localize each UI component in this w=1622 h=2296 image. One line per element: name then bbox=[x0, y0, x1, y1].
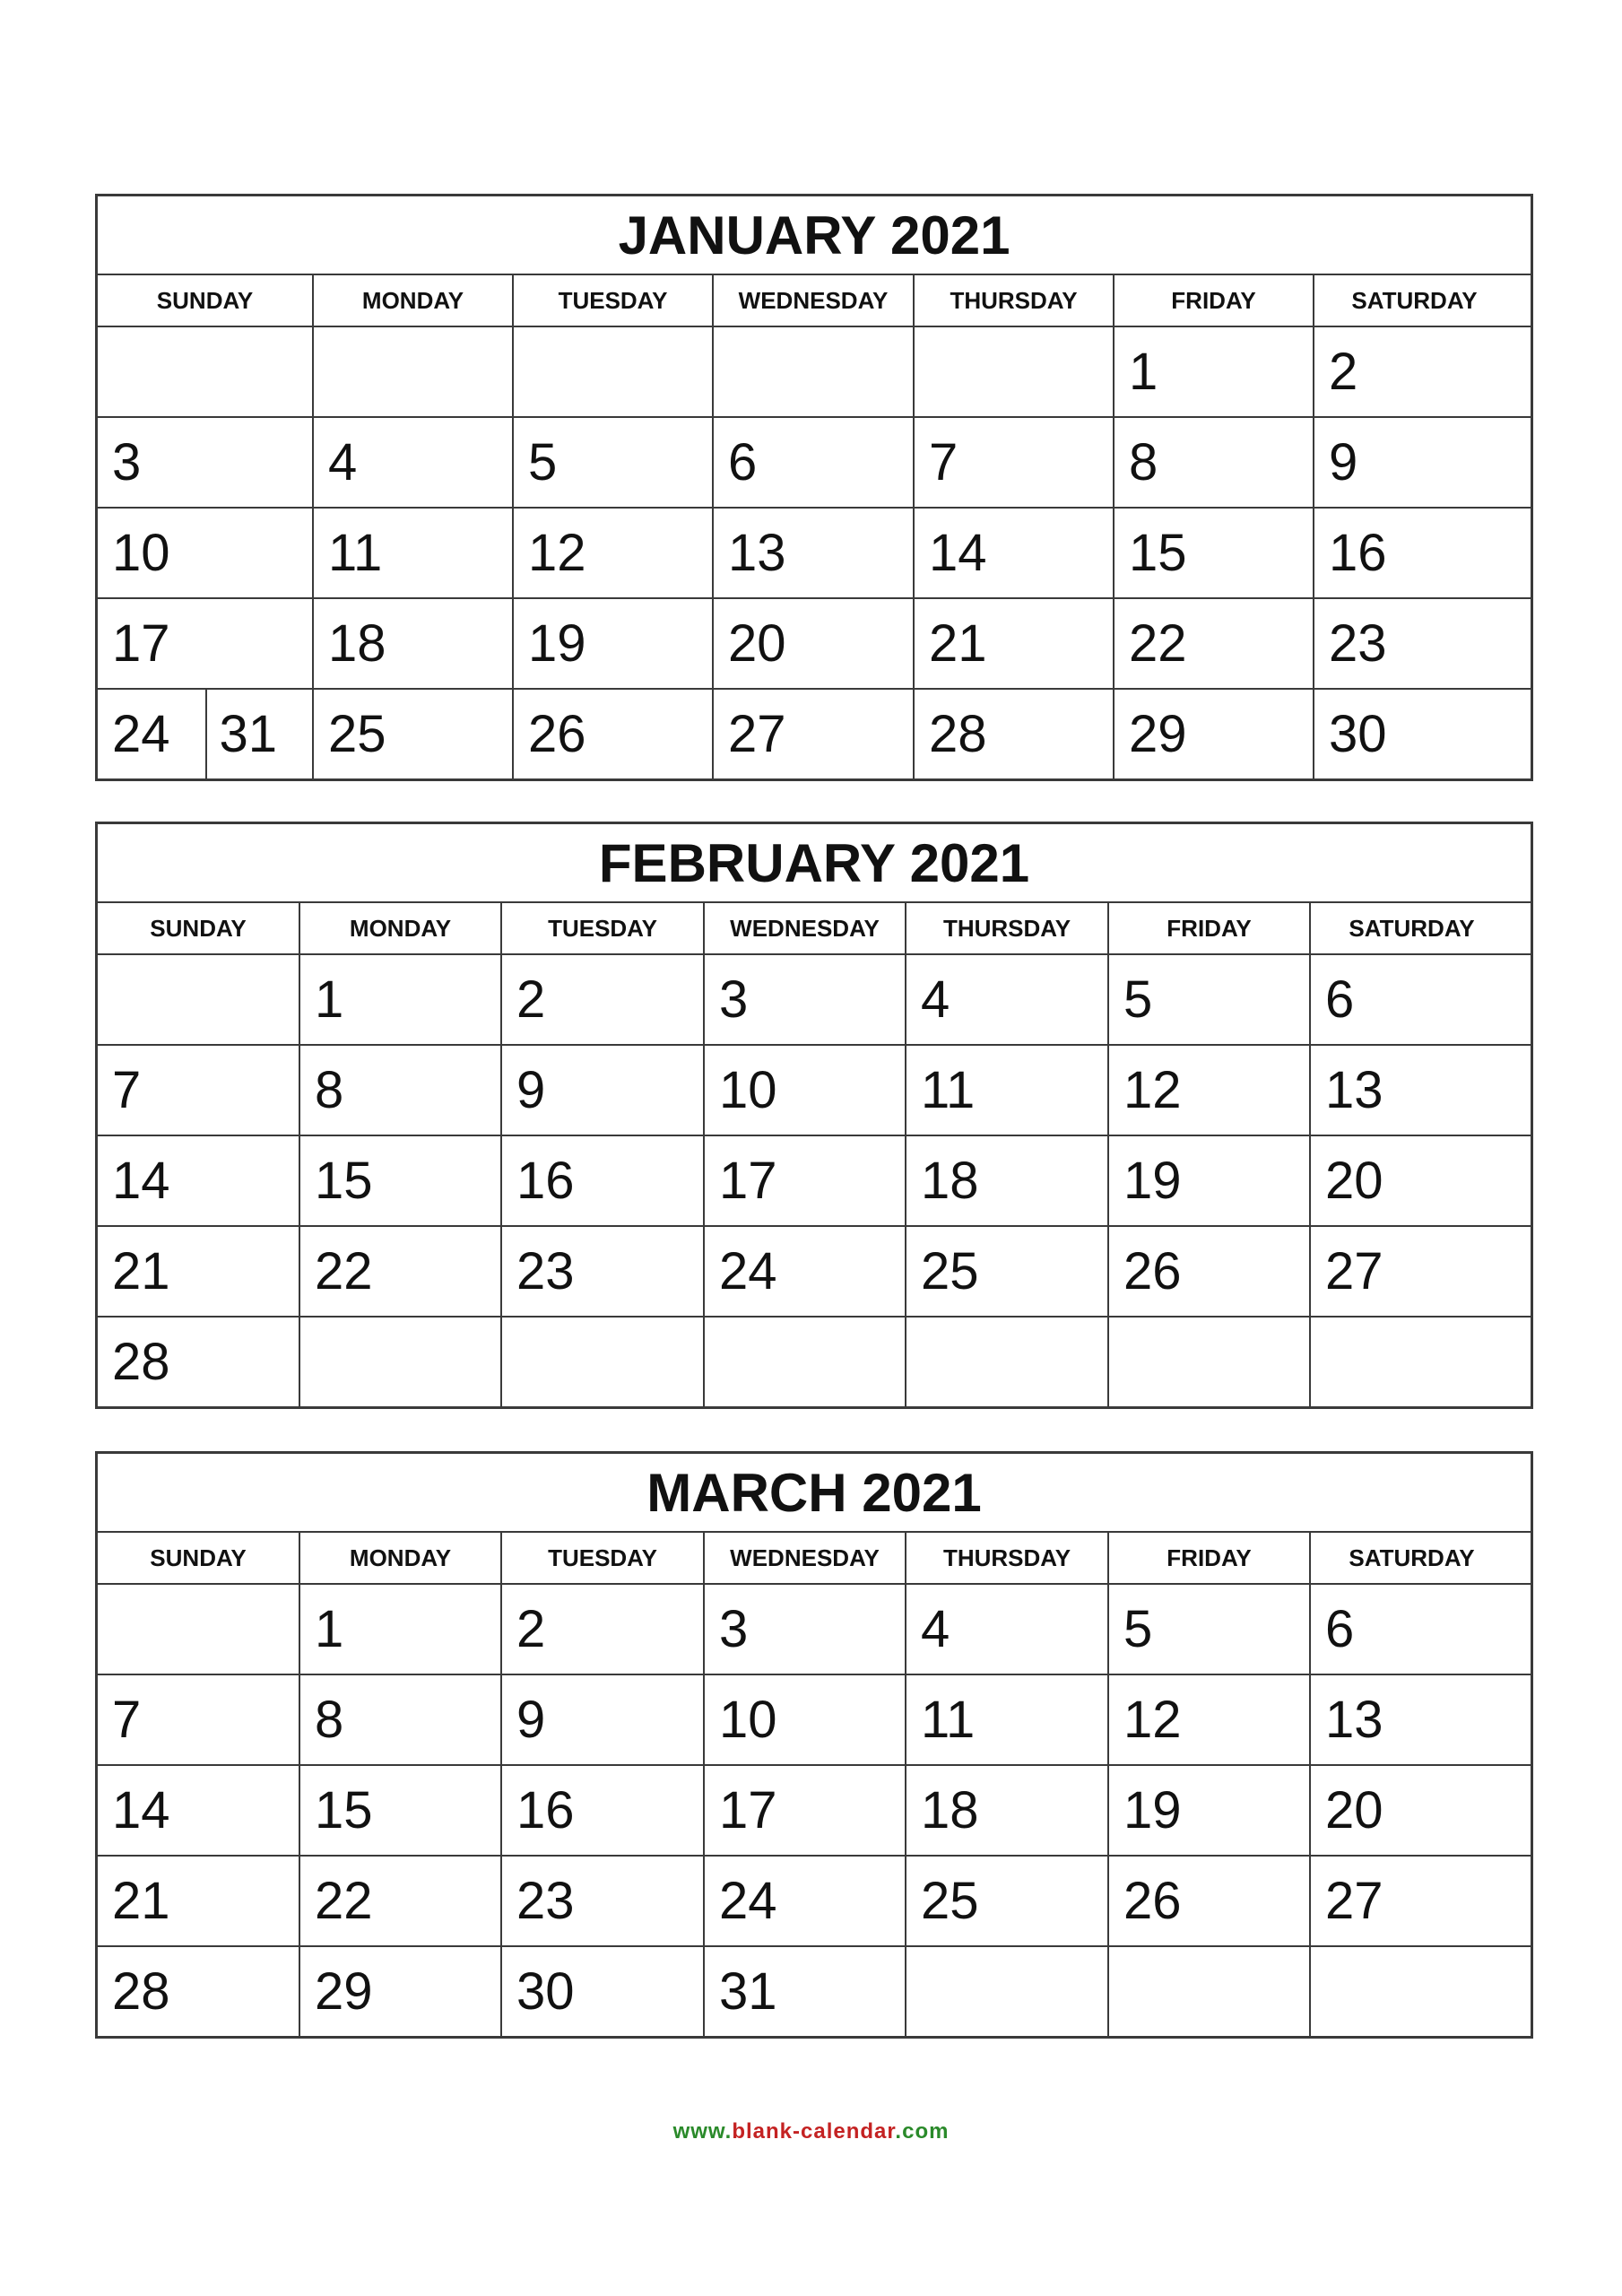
weekday-header-row bbox=[98, 275, 1531, 327]
week-row bbox=[98, 1675, 1531, 1766]
day-cell: 17 bbox=[705, 1766, 906, 1855]
day-cell: 9 bbox=[1329, 433, 1358, 491]
day-cell bbox=[1311, 1318, 1513, 1406]
day-cell: 30 bbox=[1329, 705, 1387, 763]
weekday-saturday: SATURDAY bbox=[1349, 914, 1475, 942]
day-cell: 25 bbox=[906, 1857, 1109, 1945]
day-cell bbox=[1311, 1947, 1513, 2036]
day-cell: 24 bbox=[705, 1857, 906, 1945]
day-cell: 14 bbox=[98, 1136, 300, 1225]
week-row bbox=[98, 418, 1531, 509]
day-cell: 20 bbox=[1325, 1152, 1383, 1210]
month-title-march: MARCH 2021 bbox=[98, 1454, 1531, 1533]
week-row bbox=[98, 1046, 1531, 1136]
weekday-wednesday: WEDNESDAY bbox=[705, 903, 906, 953]
month-title-february: FEBRUARY 2021 bbox=[98, 824, 1531, 903]
day-cell: 20 bbox=[714, 599, 915, 688]
footer-prefix: www. bbox=[672, 2119, 733, 2144]
weekday-friday: FRIDAY bbox=[1109, 903, 1311, 953]
weekday-sunday: SUNDAY bbox=[98, 1533, 300, 1583]
day-cell: 17 bbox=[98, 599, 314, 688]
month-title-january: JANUARY 2021 bbox=[98, 196, 1531, 275]
day-cell bbox=[514, 327, 714, 416]
day-cell: 26 bbox=[514, 690, 714, 778]
day-cell: 24 bbox=[705, 1227, 906, 1316]
day-cell bbox=[98, 955, 300, 1044]
weekday-sunday: SUNDAY bbox=[98, 903, 300, 953]
day-cell: 3 bbox=[705, 1585, 906, 1674]
weekday-thursday: THURSDAY bbox=[915, 275, 1115, 326]
day-cell: 1 bbox=[300, 1585, 502, 1674]
day-cell: 10 bbox=[98, 509, 314, 597]
day-cell: 25 bbox=[906, 1227, 1109, 1316]
day-cell: 23 bbox=[502, 1227, 705, 1316]
day-cell: 1 bbox=[1115, 327, 1314, 416]
day-cell: 27 bbox=[714, 690, 915, 778]
day-cell: 13 bbox=[1325, 1061, 1383, 1119]
day-cell bbox=[906, 1318, 1109, 1406]
weekday-saturday: SATURDAY bbox=[1349, 1544, 1475, 1571]
day-cell: 4 bbox=[906, 1585, 1109, 1674]
day-cell: 3 bbox=[705, 955, 906, 1044]
day-cell: 23 bbox=[1329, 614, 1387, 673]
day-cell: 5 bbox=[1109, 955, 1311, 1044]
day-cell: 2 bbox=[1329, 343, 1358, 401]
day-cell bbox=[502, 1318, 705, 1406]
week-row bbox=[98, 1136, 1531, 1227]
day-cell: 11 bbox=[906, 1046, 1109, 1135]
day-cell: 28 bbox=[98, 1318, 300, 1406]
day-cell: 4 bbox=[314, 418, 514, 507]
weekday-monday: MONDAY bbox=[314, 275, 514, 326]
day-cell: 12 bbox=[1109, 1675, 1311, 1764]
day-cell: 12 bbox=[1109, 1046, 1311, 1135]
day-cell: 10 bbox=[705, 1046, 906, 1135]
day-cell: 19 bbox=[1109, 1136, 1311, 1225]
day-cell: 19 bbox=[514, 599, 714, 688]
day-cell: 11 bbox=[906, 1675, 1109, 1764]
day-cell bbox=[1109, 1318, 1311, 1406]
day-cell: 5 bbox=[1109, 1585, 1311, 1674]
weekday-tuesday: TUESDAY bbox=[502, 903, 705, 953]
week-row bbox=[98, 955, 1531, 1046]
footer-domain: blank-calendar bbox=[732, 2119, 896, 2144]
day-cell bbox=[906, 1947, 1109, 2036]
weekday-thursday: THURSDAY bbox=[906, 903, 1109, 953]
day-cell: 19 bbox=[1109, 1766, 1311, 1855]
day-cell: 9 bbox=[502, 1675, 705, 1764]
day-cell bbox=[1109, 1947, 1311, 2036]
day-cell: 21 bbox=[98, 1857, 300, 1945]
day-cell: 6 bbox=[714, 418, 915, 507]
weekday-tuesday: TUESDAY bbox=[502, 1533, 705, 1583]
day-cell: 7 bbox=[98, 1046, 300, 1135]
day-cell: 2 bbox=[502, 1585, 705, 1674]
day-cell bbox=[98, 1585, 300, 1674]
day-cell: 8 bbox=[1115, 418, 1314, 507]
week-row bbox=[98, 1227, 1531, 1318]
day-cell: 27 bbox=[1325, 1872, 1383, 1930]
day-cell: 16 bbox=[1329, 524, 1387, 582]
day-cell: 22 bbox=[300, 1857, 502, 1945]
day-cell: 3 bbox=[98, 418, 314, 507]
weekday-sunday: SUNDAY bbox=[98, 275, 314, 326]
calendar-march bbox=[95, 1451, 1533, 2039]
day-cell: 21 bbox=[915, 599, 1115, 688]
day-cell: 31 bbox=[705, 1947, 906, 2036]
calendar-february bbox=[95, 822, 1533, 1409]
day-cell: 13 bbox=[1325, 1691, 1383, 1749]
day-cell: 20 bbox=[1325, 1781, 1383, 1839]
day-cell bbox=[714, 327, 915, 416]
day-cell-split: 31 bbox=[205, 690, 313, 778]
day-cell bbox=[98, 690, 314, 778]
weekday-header-row bbox=[98, 903, 1531, 955]
day-cell: 23 bbox=[502, 1857, 705, 1945]
day-cell: 28 bbox=[915, 690, 1115, 778]
day-cell: 6 bbox=[1325, 1600, 1355, 1658]
footer-website[interactable] bbox=[0, 2119, 1622, 2144]
day-cell: 8 bbox=[300, 1675, 502, 1764]
week-row bbox=[98, 509, 1531, 599]
week-row bbox=[98, 1857, 1531, 1947]
day-cell: 27 bbox=[1325, 1242, 1383, 1300]
week-row bbox=[98, 327, 1531, 418]
day-cell: 13 bbox=[714, 509, 915, 597]
day-cell: 16 bbox=[502, 1766, 705, 1855]
day-cell: 14 bbox=[915, 509, 1115, 597]
weekday-wednesday: WEDNESDAY bbox=[714, 275, 915, 326]
day-cell: 4 bbox=[906, 955, 1109, 1044]
day-cell: 7 bbox=[915, 418, 1115, 507]
weekday-monday: MONDAY bbox=[300, 903, 502, 953]
day-cell bbox=[98, 327, 314, 416]
day-cell: 6 bbox=[1325, 970, 1355, 1029]
day-cell: 11 bbox=[314, 509, 514, 597]
weekday-thursday: THURSDAY bbox=[906, 1533, 1109, 1583]
weekday-friday: FRIDAY bbox=[1109, 1533, 1311, 1583]
week-row bbox=[98, 1947, 1531, 2036]
day-cell: 26 bbox=[1109, 1227, 1311, 1316]
day-cell: 15 bbox=[300, 1766, 502, 1855]
day-cell: 28 bbox=[98, 1947, 300, 2036]
calendar-january bbox=[95, 194, 1533, 781]
weekday-saturday: SATURDAY bbox=[1351, 286, 1478, 314]
day-cell-split: 24 bbox=[112, 705, 170, 763]
day-cell bbox=[314, 327, 514, 416]
day-cell bbox=[300, 1318, 502, 1406]
day-cell: 17 bbox=[705, 1136, 906, 1225]
day-cell: 15 bbox=[1115, 509, 1314, 597]
day-cell: 30 bbox=[502, 1947, 705, 2036]
day-cell: 16 bbox=[502, 1136, 705, 1225]
day-cell: 10 bbox=[705, 1675, 906, 1764]
day-cell bbox=[915, 327, 1115, 416]
week-row bbox=[98, 599, 1531, 690]
day-cell bbox=[705, 1318, 906, 1406]
day-cell: 18 bbox=[314, 599, 514, 688]
day-cell: 26 bbox=[1109, 1857, 1311, 1945]
weekday-friday: FRIDAY bbox=[1115, 275, 1314, 326]
week-row bbox=[98, 1766, 1531, 1857]
week-row bbox=[98, 1585, 1531, 1675]
day-cell: 29 bbox=[1115, 690, 1314, 778]
day-cell: 25 bbox=[314, 690, 514, 778]
day-cell: 1 bbox=[300, 955, 502, 1044]
day-cell: 22 bbox=[1115, 599, 1314, 688]
day-cell: 7 bbox=[98, 1675, 300, 1764]
weekday-tuesday: TUESDAY bbox=[514, 275, 714, 326]
day-cell: 15 bbox=[300, 1136, 502, 1225]
day-cell: 29 bbox=[300, 1947, 502, 2036]
day-cell: 21 bbox=[98, 1227, 300, 1316]
footer-suffix: .com bbox=[895, 2119, 950, 2144]
day-cell: 9 bbox=[502, 1046, 705, 1135]
weekday-header-row bbox=[98, 1533, 1531, 1585]
day-cell: 2 bbox=[502, 955, 705, 1044]
week-row bbox=[98, 1318, 1531, 1406]
week-row bbox=[98, 690, 1531, 778]
day-cell: 18 bbox=[906, 1136, 1109, 1225]
day-cell: 18 bbox=[906, 1766, 1109, 1855]
day-cell: 5 bbox=[514, 418, 714, 507]
day-cell: 14 bbox=[98, 1766, 300, 1855]
weekday-wednesday: WEDNESDAY bbox=[705, 1533, 906, 1583]
day-cell: 12 bbox=[514, 509, 714, 597]
day-cell: 8 bbox=[300, 1046, 502, 1135]
day-cell: 22 bbox=[300, 1227, 502, 1316]
weekday-monday: MONDAY bbox=[300, 1533, 502, 1583]
